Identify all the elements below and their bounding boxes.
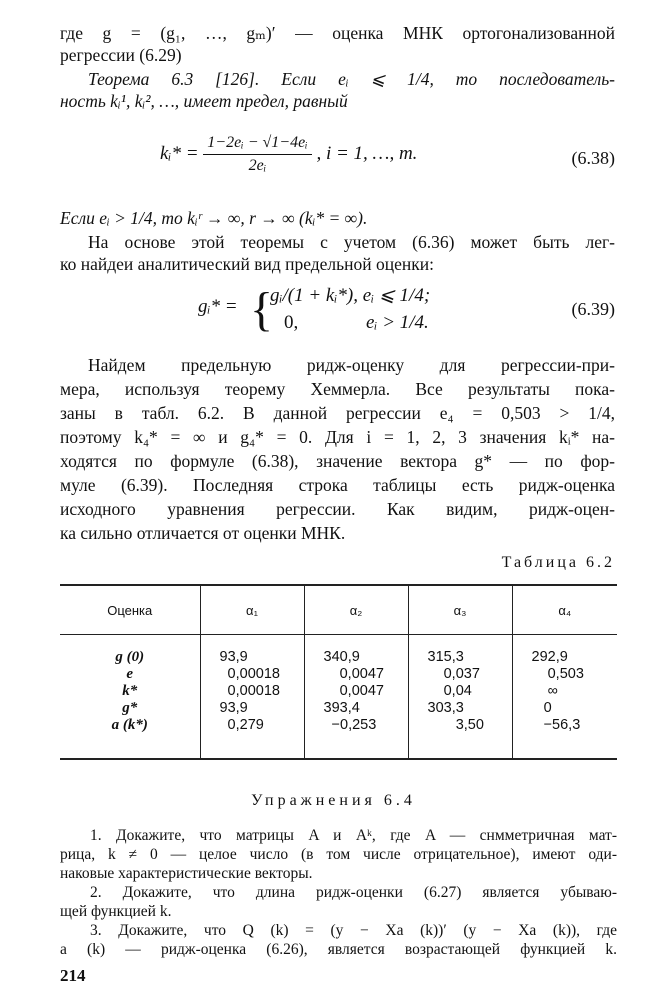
cell-a4-g0: 292,9 <box>531 649 568 665</box>
para3-line-4: поэтому k₄* = ∞ и g₄* = 0. Для i = 1, 2, 3 значения kᵢ* на- <box>60 427 615 447</box>
header-alpha2: α₂ <box>304 585 408 635</box>
theorem-line1: Теорема 6.3 [126]. Если eᵢ ⩽ 1/4, то последователь- <box>88 69 615 89</box>
column-alpha3 <box>408 635 512 760</box>
para3-line-8: ка сильно отличается от оценки МНК. <box>60 523 346 543</box>
table-6-2 <box>60 584 617 760</box>
cell-a4-kstar: ∞ <box>531 683 558 699</box>
para3-line-5: ходятся по формуле (6.38), значение вектора g* — по фор- <box>60 451 615 471</box>
label-kstar: k* <box>122 683 138 699</box>
label-e: e <box>126 666 134 682</box>
cell-a4-akstar: −56,3 <box>531 717 581 733</box>
cell-a1-akstar: 0,279 <box>219 717 264 733</box>
eq639-brace: { <box>250 283 274 336</box>
equation-6-38 <box>160 134 417 175</box>
para3-line-6: муле (6.39). Последняя строка таблицы есть ридж-оценка <box>60 475 615 495</box>
exercise-line-4: 2. Докажите, что длина ридж-оценки (6.27) является убываю- <box>90 884 617 901</box>
para3-line-1: Найдем предельную ридж-оценку для регрессии-при- <box>88 355 615 375</box>
theorem-line2: ность kᵢ¹, kᵢ², …, имеет предел, равный <box>60 91 348 111</box>
exercise-line-2: рица, k ≠ 0 — целое число (в том числе отрицательное), имеют оди- <box>60 846 617 863</box>
cell-a3-kstar: 0,04 <box>427 683 472 699</box>
header-alpha3: α₃ <box>408 585 512 635</box>
para3-line-7: исходного уравнения регрессии. Как видим, ридж-оцен- <box>60 499 615 519</box>
para1-line1: где g = (g₁, …, gₘ)′ — оценка МНК ортогонализованной <box>60 23 615 43</box>
eq638-number: (6.38) <box>571 148 615 168</box>
exercise-line-7: a (k) — ридж-оценка (6.26), является возрастающей функцией k. <box>60 941 617 958</box>
header-alpha4: α₄ <box>512 585 617 635</box>
table-caption: Таблица 6.2 <box>501 554 615 571</box>
label-akstar: a (k*) <box>111 717 148 733</box>
exercises-heading: Упражнения 6.4 <box>251 792 416 809</box>
table-header-row <box>60 585 617 635</box>
eq638-numerator: 1−2eᵢ − √1−4eᵢ <box>203 134 311 155</box>
label-gstar: g* <box>122 700 138 716</box>
cell-a2-e: 0,0047 <box>323 666 384 682</box>
cell-a3-gstar: 303,3 <box>427 700 464 716</box>
para2-line1: На основе этой теоремы с учетом (6.36) может быть лег- <box>88 232 615 252</box>
eq639-number: (6.39) <box>571 299 615 319</box>
eq638-rhs: , i = 1, …, m. <box>316 142 418 164</box>
cell-a2-akstar: −0,253 <box>323 717 377 733</box>
cell-a3-akstar: 3,50 <box>427 717 484 733</box>
cell-a3-e: 0,037 <box>427 666 480 682</box>
cell-a4-gstar: 0 <box>531 700 552 716</box>
cell-a1-g0: 93,9 <box>219 649 248 665</box>
exercise-line-5: щей функцией k. <box>60 903 172 920</box>
column-alpha1 <box>200 635 304 760</box>
cell-a2-g0: 340,9 <box>323 649 360 665</box>
para3-line-2: мера, используя теорему Хеммерла. Все результаты пока- <box>60 379 615 399</box>
eq638-lhs: kᵢ* = <box>160 142 199 164</box>
eq639-case1: gᵢ/(1 + kᵢ*), eᵢ ⩽ 1/4; <box>270 285 431 306</box>
cell-a2-gstar: 393,4 <box>323 700 360 716</box>
cell-a4-e: 0,503 <box>531 666 584 682</box>
condition-line: Если eᵢ > 1/4, то kᵢʳ → ∞, r → ∞ (kᵢ* = ∞). <box>60 208 368 228</box>
table-body-row <box>60 635 617 760</box>
cell-a1-e: 0,00018 <box>219 666 280 682</box>
exercise-line-6: 3. Докажите, что Q (k) = (y − Xa (k))′ (y − Xa (k)), где <box>90 922 617 939</box>
cell-a3-g0: 315,3 <box>427 649 464 665</box>
cell-a1-kstar: 0,00018 <box>219 683 280 699</box>
exercise-line-3: наковые характеристические векторы. <box>60 865 313 882</box>
exercise-line-1: 1. Докажите, что матрицы A и Aᵏ, где A — снмметричная мат- <box>90 827 617 844</box>
header-estimate: Оценка <box>60 585 200 635</box>
label-g0: g (0) <box>115 649 145 665</box>
header-alpha1: α₁ <box>200 585 304 635</box>
eq639-lhs: gᵢ* = <box>198 296 238 317</box>
page-number: 214 <box>60 966 86 985</box>
eq639-case2-condition: eᵢ > 1/4. <box>366 312 429 333</box>
eq638-fraction <box>203 134 311 175</box>
cell-a1-gstar: 93,9 <box>219 700 248 716</box>
para3-line-3: заны в табл. 6.2. В данной регрессии e₄ = 0,503 > 1/4, <box>60 403 615 423</box>
eq639-case2-value: 0, <box>284 312 299 333</box>
eq638-denominator: 2eᵢ <box>248 157 267 174</box>
column-alpha2 <box>304 635 408 760</box>
para1-line2: регрессии (6.29) <box>60 45 182 65</box>
row-labels <box>60 635 200 760</box>
cell-a2-kstar: 0,0047 <box>323 683 384 699</box>
column-alpha4 <box>512 635 617 760</box>
para2-line2: ко найдеи аналитический вид предельной оценки: <box>60 254 434 274</box>
